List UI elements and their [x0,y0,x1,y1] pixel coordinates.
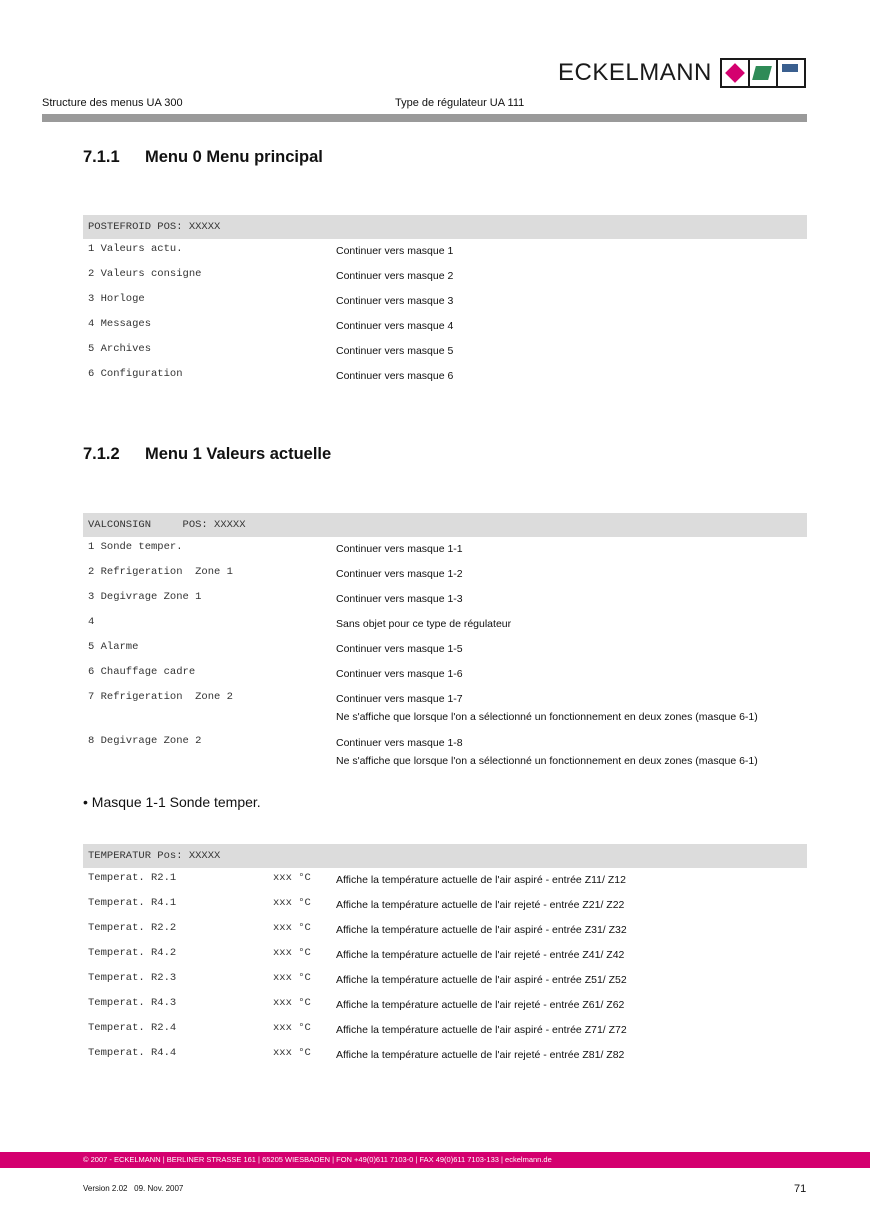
value-unit: xxx °C [273,897,311,909]
table-row [83,731,807,775]
row-description [336,640,463,658]
table-row [83,339,807,364]
row-description [336,946,624,964]
table-row [83,662,807,687]
table-row [83,993,807,1018]
description-text: Continuer vers masque 2 [336,270,454,282]
header-divider [42,114,807,122]
table-row [83,587,807,612]
menu-item-label: 6 Chauffage cadre [88,666,196,678]
table-row [83,562,807,587]
row-description [336,565,463,583]
logo-text: ECKELMANN [558,59,712,86]
table-row [83,943,807,968]
description-text: Continuer vers masque 6 [336,370,454,382]
description-text: Affiche la température actuelle de l'air aspiré - entrée Z51/ Z52 [336,974,627,986]
description-text: Affiche la température actuelle de l'air rejeté - entrée Z41/ Z42 [336,949,625,961]
description-text: Continuer vers masque 1-5 [336,643,463,655]
row-description [336,1021,627,1039]
bullet-icon: • [83,794,88,810]
row-description [336,317,453,335]
table-row [83,264,807,289]
temperature-table [83,844,807,1068]
value-unit: xxx °C [273,997,311,1009]
description-text: Continuer vers masque 1-2 [336,568,463,580]
table-row [83,868,807,893]
table-row [83,537,807,562]
menu-item-label: Temperat. R2.3 [88,972,177,984]
menu-item-label: 3 Degivrage Zone 1 [88,591,202,603]
menu-item-label: 3 Horloge [88,293,145,305]
table-row [83,893,807,918]
footer-version: Version 2.02 09. Nov. 2007 [83,1184,184,1193]
value-unit: xxx °C [273,947,311,959]
section-heading-actual-values [83,445,331,464]
row-description [336,690,758,726]
row-description [336,590,463,608]
description-note: Ne s'affiche que lorsque l'on a sélectionné un fonctionnement en deux zones (masque 6-1) [336,711,758,723]
section-title: Menu 0 Menu principal [145,148,323,166]
table-row [83,1043,807,1068]
menu-item-label: Temperat. R2.2 [88,922,177,934]
eckelmann-logo [558,58,806,88]
logo-shape-blue [782,64,798,72]
section-title: Menu 1 Valeurs actuelle [145,445,332,463]
header-regulator-type: Type de régulateur UA 111 [395,97,525,109]
table-row [83,687,807,731]
main-menu-table [83,215,807,389]
description-text: Continuer vers masque 5 [336,345,454,357]
row-description [336,996,624,1014]
description-text: Affiche la température actuelle de l'air aspiré - entrée Z11/ Z12 [336,874,626,886]
row-description [336,971,627,989]
footer-address: © 2007 - ECKELMANN | BERLINER STRASSE 161 | 65205 WIESBADEN | FON +49(0)611 7103-0 | FAX 49(0)611 7103-133 | eckelmann.de [83,1155,552,1164]
menu-item-label: Temperat. R4.1 [88,897,177,909]
row-description [336,734,758,770]
description-text: Continuer vers masque 1 [336,245,454,257]
description-text: Continuer vers masque 1-3 [336,593,463,605]
description-text: Affiche la température actuelle de l'air rejeté - entrée Z21/ Z22 [336,899,625,911]
value-unit: xxx °C [273,872,311,884]
description-text: Affiche la température actuelle de l'air aspiré - entrée Z31/ Z32 [336,924,627,936]
value-unit: xxx °C [273,1022,311,1034]
row-description [336,367,453,385]
menu-item-label: 1 Sonde temper. [88,541,183,553]
section-heading-main-menu [83,148,323,167]
row-description [336,292,453,310]
menu-item-label: 2 Valeurs consigne [88,268,202,280]
row-description [336,665,463,683]
menu-item-label: 6 Configuration [88,368,183,380]
description-text: Continuer vers masque 3 [336,295,454,307]
table-header: POSTEFROID POS: XXXXX [83,215,807,239]
row-description [336,896,624,914]
logo-mark-icon [720,58,806,88]
table-row [83,1018,807,1043]
table-row [83,918,807,943]
section-number: 7.1.2 [83,445,120,463]
menu-item-label: Temperat. R4.3 [88,997,177,1009]
table-row [83,364,807,389]
actual-values-table [83,513,807,775]
menu-item-label: 2 Refrigeration Zone 1 [88,566,233,578]
menu-item-label: 8 Degivrage Zone 2 [88,735,202,747]
page-number: 71 [794,1183,807,1195]
description-note: Ne s'affiche que lorsque l'on a sélectionné un fonctionnement en deux zones (masque 6-1) [336,755,758,767]
row-description [336,871,626,889]
value-unit: xxx °C [273,1047,311,1059]
description-text: Continuer vers masque 1-6 [336,668,463,680]
logo-shape-green [752,66,772,80]
description-text: Continuer vers masque 1-7 [336,693,463,705]
menu-item-label: 1 Valeurs actu. [88,243,183,255]
row-description [336,1046,624,1064]
logo-diamond-magenta [725,63,745,83]
table-header: TEMPERATUR Pos: XXXXX [83,844,807,868]
menu-item-label: 4 Messages [88,318,152,330]
row-description [336,921,627,939]
row-description [336,615,511,633]
menu-item-label: 4 [88,616,95,628]
table-row [83,314,807,339]
menu-item-label: Temperat. R4.2 [88,947,177,959]
menu-item-label: Temperat. R4.4 [88,1047,177,1059]
row-description [336,342,453,360]
header-document-title: Structure des menus UA 300 [42,97,183,109]
description-text: Affiche la température actuelle de l'air rejeté - entrée Z61/ Z62 [336,999,625,1011]
description-text: Affiche la température actuelle de l'air rejeté - entrée Z81/ Z82 [336,1049,625,1061]
row-description [336,242,453,260]
table-row [83,289,807,314]
menu-item-label: 5 Archives [88,343,152,355]
description-text: Continuer vers masque 4 [336,320,454,332]
menu-item-label: 7 Refrigeration Zone 2 [88,691,233,703]
table-row [83,637,807,662]
menu-item-label: Temperat. R2.1 [88,872,177,884]
section-number: 7.1.1 [83,148,120,166]
description-text: Continuer vers masque 1-1 [336,543,463,555]
description-text: Continuer vers masque 1-8 [336,737,463,749]
value-unit: xxx °C [273,922,311,934]
row-description [336,267,453,285]
bullet-text: Masque 1-1 Sonde temper. [91,794,261,810]
table-row [83,239,807,264]
description-text: Affiche la température actuelle de l'air aspiré - entrée Z71/ Z72 [336,1024,627,1036]
description-text: Sans objet pour ce type de régulateur [336,618,512,630]
bullet-item [83,794,261,810]
table-row [83,968,807,993]
row-description [336,540,463,558]
value-unit: xxx °C [273,972,311,984]
table-row [83,612,807,637]
menu-item-label: Temperat. R2.4 [88,1022,177,1034]
menu-item-label: 5 Alarme [88,641,139,653]
table-header: VALCONSIGN POS: XXXXX [83,513,807,537]
